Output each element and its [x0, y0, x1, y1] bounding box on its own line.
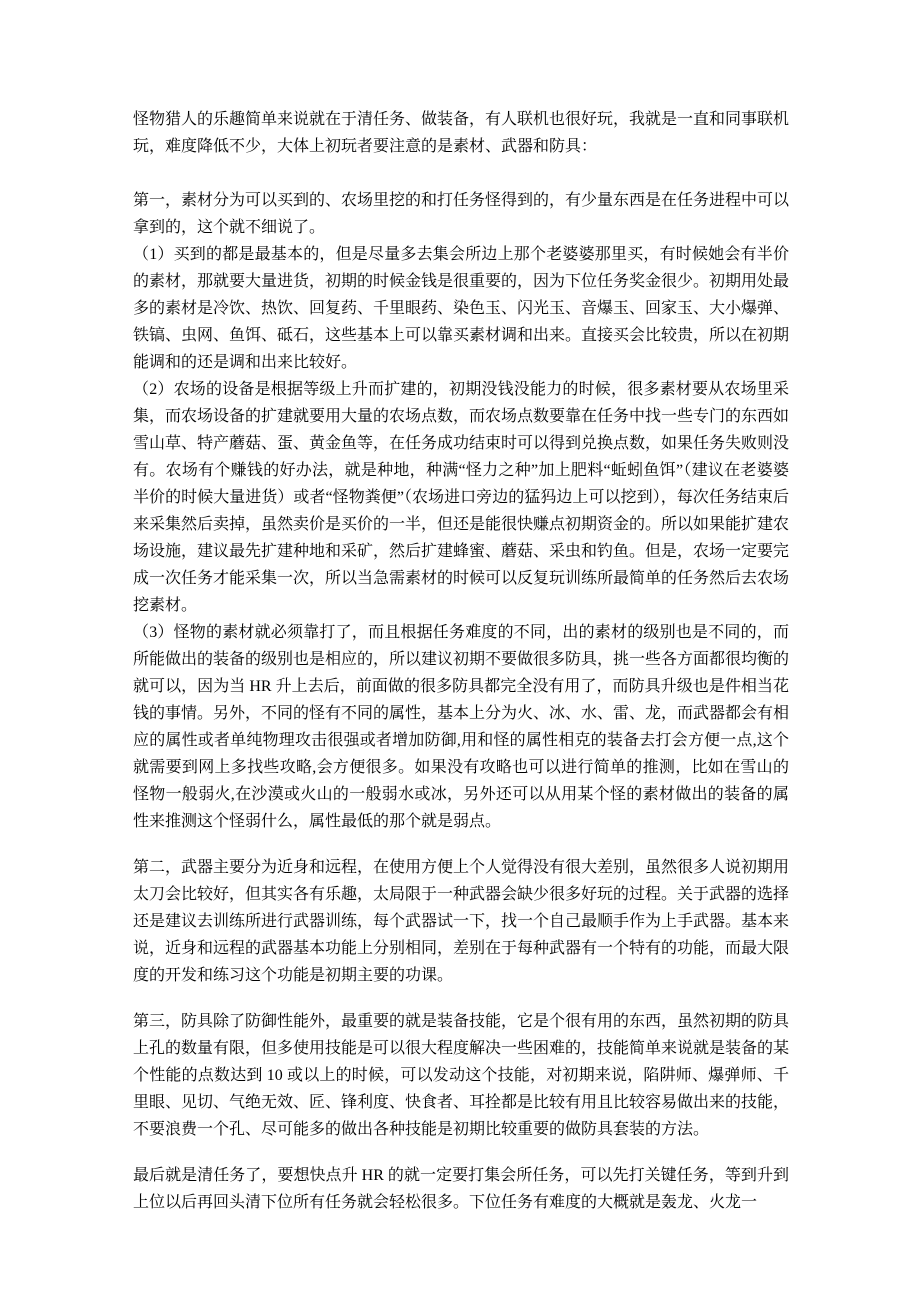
paragraph-point-2: （2）农场的设备是根据等级上升而扩建的，初期没钱没能力的时候，很多素材要从农场里采集，而农场设备的扩建就要用大量的农场点数，而农场点数要靠在任务中找一些专门的东西如雪山草、特产蘑菇、蛋、黄金鱼等，在任务成功结束时可以得到兑换点数，如果任务失败则没有。农场有个赚钱的好办法，就是种地，种满“怪力之种”加上肥料“蚯蚓鱼饵”（建议在老婆婆半价的时候大量进货）或者“怪物粪便”（农场进口旁边的猛犸边上可以挖到），每次任务结束后来采集然后卖掉，虽然卖价是买价的一半，但还是能很快赚点初期资金的。所以如果能扩建农场设施，建议最先扩建种地和采矿，然后扩建蜂蜜、蘑菇、采虫和钓鱼。但是，农场一定要完成一次任务才能采集一次，所以当急需素材的时候可以反复玩训练所最简单的任务然后去农场挖素材。 [133, 381, 790, 614]
blank-line [133, 1143, 789, 1162]
paragraph-intro: 怪物猎人的乐趣简单来说就在于清任务、做装备，有人联机也很好玩，我就是一直和同事联机玩，难度降低不少，大体上初玩者要注意的是素材、武器和防具： [133, 111, 790, 155]
paragraph-point-1: （1）买到的都是最基本的，但是尽量多去集会所边上那个老婆婆那里买，有时候她会有半价的素材，那就要大量进货，初期的时候金钱是很重要的，因为下位任务奖金很少。初期用处最多的素材是冷饮、热饮、回复药、千里眼药、染色玉、闪光玉、音爆玉、回家玉、大小爆弹、铁镐、虫网、鱼饵、砥石，这些基本上可以靠买素材调和出来。直接买会比较贵，所以在初期能调和的还是调和出来比较好。 [133, 246, 790, 371]
paragraph-third: 第三，防具除了防御性能外，最重要的就是装备技能，它是个很有用的东西，虽然初期的防具上孔的数量有限，但多使用技能是可以很大程度解决一些困难的，技能简单来说就是装备的某个性能的点数达到 10 或以上的时候，可以发动这个技能，对初期来说，陷阱师、爆弹师、千里眼、见切、气绝无效、匠、锋利度、快食者、耳拴都是比较有用且比较容易做出来的技能，不要浪费一个孔、尽可能多的做出各种技能是初期比较重要的做防具套装的方法。 [133, 1013, 790, 1138]
blank-line [133, 835, 789, 854]
paragraph-final: 最后就是清任务了，要想快点升 HR 的就一定要打集会所任务，可以先打关键任务，等到升到上位以后再回头清下位所有任务就会轻松很多。下位任务有难度的大概就是轰龙、火龙一 [133, 1167, 789, 1211]
paragraph-point-3: （3）怪物的素材就必须靠打了，而且根据任务难度的不同，出的素材的级别也是不同的，而所能做出的装备的级别也是相应的，所以建议初期不要做很多防具，挑一些各方面都很均衡的就可以，因为当 HR 升上去后，前面做的很多防具都完全没有用了，而防具升级也是件相当花钱的事情。另外，不同的怪有不同的属性，基本上分为火、冰、水、雷、龙，而武器都会有相应的属性或者单纯物理攻击很强或者增加防御,用和怪的属性相克的装备去打会方便一点,这个就需要到网上多找些攻略,会方便很多。如果没有攻略也可以进行简单的推测，比如在雪山的怪物一般弱火,在沙漠或火山的一般弱水或冰，另外还可以从用某个怪的素材做出的装备的属性来推测这个怪弱什么，属性最低的那个就是弱点。 [133, 624, 790, 830]
paragraph-first: 第一，素材分为可以买到的、农场里挖的和打任务怪得到的，有少量东西是在任务进程中可以拿到的，这个就不细说了。 [133, 192, 790, 236]
blank-line [133, 989, 789, 1008]
paragraph-second: 第二，武器主要分为近身和远程，在使用方便上个人觉得没有很大差别，虽然很多人说初期用太刀会比较好，但其实各有乐趣，太局限于一种武器会缺少很多好玩的过程。关于武器的选择还是建议去训练所进行武器训练，每个武器试一下，找一个自己最顺手作为上手武器。基本来说，近身和远程的武器基本功能上分别相同，差别在于每种武器有一个特有的功能，而最大限度的开发和练习这个功能是初期主要的功课。 [133, 859, 790, 984]
document-body [133, 106, 789, 1216]
blank-line [133, 160, 789, 187]
